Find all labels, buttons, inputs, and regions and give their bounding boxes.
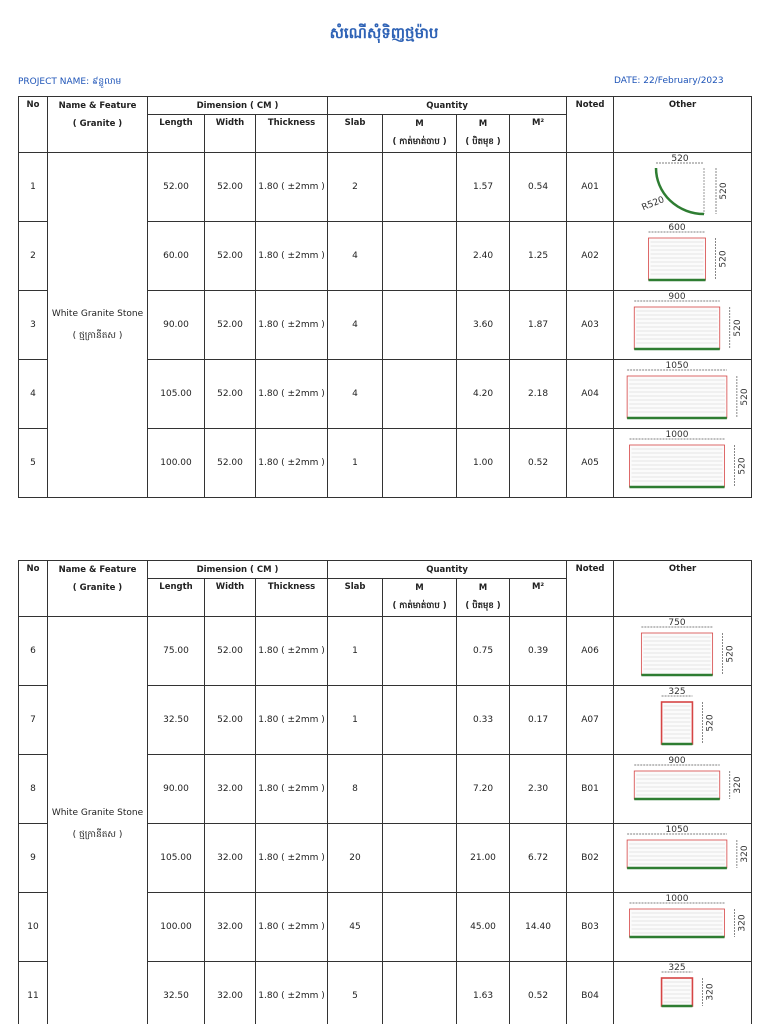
slab-outline — [634, 307, 720, 349]
cell-m-square: 1.25 — [510, 222, 567, 291]
cell-m-cut — [383, 824, 457, 893]
cell-thickness: 1.80 ( ±2mm ) — [256, 222, 328, 291]
cell-other — [614, 686, 752, 755]
cell-length: 32.50 — [148, 686, 205, 755]
cell-m-square: 0.39 — [510, 617, 567, 686]
cell-m-cut — [383, 686, 457, 755]
cell-m-square: 6.72 — [510, 824, 567, 893]
header-quantity: Quantity — [328, 561, 567, 579]
cell-noted: B01 — [567, 755, 614, 824]
cell-no: 2 — [19, 222, 48, 291]
header-no: No — [19, 97, 48, 153]
cell-width: 52.00 — [205, 617, 256, 686]
cell-width: 32.00 — [205, 755, 256, 824]
cell-length: 105.00 — [148, 360, 205, 429]
slab-outline — [661, 702, 692, 744]
header-slab: Slab — [328, 115, 383, 153]
dimension-label: 520 — [732, 319, 743, 337]
header-length: Length — [148, 115, 205, 153]
cell-m-cut — [383, 755, 457, 824]
shape-sketch — [616, 430, 750, 496]
cell-noted: A01 — [567, 153, 614, 222]
cell-length: 60.00 — [148, 222, 205, 291]
slab-outline — [641, 633, 712, 675]
project-name: PROJECT NAME: ៩ន្លូលាម — [18, 77, 122, 87]
dimension-label: 520 — [670, 154, 689, 164]
table-row — [19, 153, 752, 222]
cell-slab: 20 — [328, 824, 383, 893]
cell-no: 4 — [19, 360, 48, 429]
header-width: Width — [205, 115, 256, 153]
dimension-label: 325 — [667, 963, 686, 973]
arc-edge — [656, 168, 704, 214]
cell-length: 52.00 — [148, 153, 205, 222]
dimension-label: 1000 — [665, 894, 689, 904]
cell-other — [614, 824, 752, 893]
header-other: Other — [614, 561, 752, 617]
shape-sketch — [616, 894, 750, 960]
header-m-cut-label: M — [415, 119, 424, 129]
cell-width: 32.00 — [205, 893, 256, 962]
cell-m-face: 1.57 — [457, 153, 510, 222]
shape-sketch — [616, 825, 750, 891]
cell-slab: 45 — [328, 893, 383, 962]
shape-sketch — [616, 618, 750, 684]
header-thickness: Thickness — [256, 579, 328, 617]
cell-thickness: 1.80 ( ±2mm ) — [256, 824, 328, 893]
cell-slab: 4 — [328, 291, 383, 360]
cell-m-face: 45.00 — [457, 893, 510, 962]
cell-slab: 4 — [328, 360, 383, 429]
shape-sketch — [616, 756, 750, 822]
header-m-face — [457, 579, 510, 617]
cell-slab: 1 — [328, 686, 383, 755]
header-m-face-sub: ( បិតមុខ ) — [465, 137, 501, 147]
header-m-face-label: M — [478, 583, 488, 593]
dimension-label: 325 — [667, 687, 686, 697]
cell-no: 1 — [19, 153, 48, 222]
cell-m-square: 0.52 — [510, 429, 567, 498]
cell-m-square: 1.87 — [510, 291, 567, 360]
cell-m-cut — [383, 360, 457, 429]
dimension-label: 320 — [732, 776, 743, 794]
cell-m-cut — [383, 962, 457, 1024]
cell-no: 6 — [19, 617, 48, 686]
cell-length: 100.00 — [148, 429, 205, 498]
cell-thickness: 1.80 ( ±2mm ) — [256, 755, 328, 824]
cell-m-face: 7.20 — [457, 755, 510, 824]
dimension-label: 320 — [737, 914, 748, 932]
cell-thickness: 1.80 ( ±2mm ) — [256, 291, 328, 360]
cell-no: 5 — [19, 429, 48, 498]
dimension-label: 520 — [718, 250, 729, 268]
cell-slab: 8 — [328, 755, 383, 824]
material-name-km: ( ថ្មក្រានីតស ) — [72, 829, 123, 840]
cell-length: 75.00 — [148, 617, 205, 686]
cell-width: 52.00 — [205, 429, 256, 498]
header-name-feature — [48, 97, 148, 153]
cell-width: 52.00 — [205, 222, 256, 291]
header-name-sub: ( Granite ) — [72, 583, 123, 593]
header-name-label: Name & Feature — [58, 101, 137, 111]
cell-other — [614, 222, 752, 291]
header-no: No — [19, 561, 48, 617]
cell-no: 8 — [19, 755, 48, 824]
header-dimension: Dimension ( CM ) — [148, 97, 328, 115]
header-m-square: M² — [510, 579, 567, 617]
dimension-label: 320 — [705, 983, 715, 1001]
cell-thickness: 1.80 ( ±2mm ) — [256, 429, 328, 498]
material-name-km: ( ថ្មក្រានីតស ) — [72, 331, 123, 341]
cell-thickness: 1.80 ( ±2mm ) — [256, 153, 328, 222]
cell-m-face: 4.20 — [457, 360, 510, 429]
cell-m-cut — [383, 429, 457, 498]
cell-no: 3 — [19, 291, 48, 360]
slab-outline — [627, 376, 727, 418]
slab-outline — [629, 445, 724, 487]
dimension-label: 1050 — [665, 361, 689, 371]
cell-width: 52.00 — [205, 360, 256, 429]
slab-outline — [648, 238, 705, 280]
dimension-label: 900 — [667, 292, 686, 302]
cell-m-cut — [383, 617, 457, 686]
cell-no: 7 — [19, 686, 48, 755]
header-m-cut-label: M — [415, 583, 424, 593]
shape-sketch — [616, 292, 750, 358]
document-title: សំណើសុំទិញថ្មម៉ាប — [329, 24, 439, 42]
cell-other — [614, 429, 752, 498]
cell-width: 52.00 — [205, 153, 256, 222]
dimension-label: 600 — [667, 223, 686, 233]
cell-m-cut — [383, 153, 457, 222]
header-other: Other — [614, 97, 752, 153]
dimension-label: 520 — [739, 388, 750, 406]
material-table-1 — [18, 96, 752, 498]
cell-thickness: 1.80 ( ±2mm ) — [256, 893, 328, 962]
cell-m-face: 0.33 — [457, 686, 510, 755]
header-name-sub: ( Granite ) — [72, 119, 123, 129]
cell-m-face: 2.40 — [457, 222, 510, 291]
dimension-label: 520 — [705, 714, 715, 732]
cell-other — [614, 962, 752, 1024]
cell-other — [614, 360, 752, 429]
shape-sketch — [616, 963, 750, 1024]
dimension-label: 750 — [667, 618, 686, 628]
cell-m-square: 2.30 — [510, 755, 567, 824]
shape-sketch — [616, 361, 750, 427]
cell-m-face: 1.63 — [457, 962, 510, 1024]
cell-slab: 1 — [328, 429, 383, 498]
shape-sketch — [616, 154, 750, 220]
cell-noted: A06 — [567, 617, 614, 686]
cell-noted: B02 — [567, 824, 614, 893]
material-table-2 — [18, 560, 752, 1024]
header-quantity: Quantity — [328, 97, 567, 115]
dimension-label: 520 — [737, 457, 748, 475]
cell-width: 32.00 — [205, 824, 256, 893]
cell-m-square: 0.54 — [510, 153, 567, 222]
cell-m-face: 21.00 — [457, 824, 510, 893]
cell-m-face: 0.75 — [457, 617, 510, 686]
cell-length: 90.00 — [148, 755, 205, 824]
cell-length: 100.00 — [148, 893, 205, 962]
header-dimension: Dimension ( CM ) — [148, 561, 328, 579]
cell-noted: A03 — [567, 291, 614, 360]
header-length: Length — [148, 579, 205, 617]
cell-m-cut — [383, 222, 457, 291]
cell-width: 52.00 — [205, 291, 256, 360]
header-m-cut — [383, 115, 457, 153]
dimension-label: 1050 — [665, 825, 689, 835]
cell-material — [48, 153, 148, 498]
cell-slab: 2 — [328, 153, 383, 222]
dimension-label: 320 — [739, 845, 750, 863]
dimension-label: 1000 — [665, 430, 689, 440]
dimension-label: 900 — [667, 756, 686, 766]
cell-noted: A07 — [567, 686, 614, 755]
cell-m-cut — [383, 893, 457, 962]
cell-slab: 1 — [328, 617, 383, 686]
cell-thickness: 1.80 ( ±2mm ) — [256, 962, 328, 1024]
cell-slab: 5 — [328, 962, 383, 1024]
cell-slab: 4 — [328, 222, 383, 291]
header-slab: Slab — [328, 579, 383, 617]
table-row — [19, 617, 752, 686]
cell-thickness: 1.80 ( ±2mm ) — [256, 686, 328, 755]
cell-other — [614, 291, 752, 360]
cell-thickness: 1.80 ( ±2mm ) — [256, 360, 328, 429]
header-noted: Noted — [567, 97, 614, 153]
cell-other — [614, 755, 752, 824]
header-noted: Noted — [567, 561, 614, 617]
header-name-feature — [48, 561, 148, 617]
cell-m-square: 0.52 — [510, 962, 567, 1024]
cell-noted: B03 — [567, 893, 614, 962]
header-m-face-label: M — [478, 119, 488, 129]
cell-m-square: 14.40 — [510, 893, 567, 962]
cell-m-face: 3.60 — [457, 291, 510, 360]
cell-noted: B04 — [567, 962, 614, 1024]
material-name: White Granite Stone — [51, 807, 144, 818]
dimension-label: R520 — [640, 195, 666, 214]
header-m-face-sub: ( បិតមុខ ) — [465, 601, 501, 611]
cell-length: 90.00 — [148, 291, 205, 360]
dimension-label: 520 — [725, 645, 736, 663]
cell-length: 32.50 — [148, 962, 205, 1024]
header-m-square: M² — [510, 115, 567, 153]
cell-width: 32.00 — [205, 962, 256, 1024]
dimension-label: 520 — [718, 182, 729, 200]
header-m-cut-sub: ( កាត់មាត់ចាប ) — [392, 137, 447, 147]
header-width: Width — [205, 579, 256, 617]
cell-noted: A04 — [567, 360, 614, 429]
cell-m-face: 1.00 — [457, 429, 510, 498]
header-m-cut — [383, 579, 457, 617]
shape-sketch — [616, 687, 750, 753]
header-name-label: Name & Feature — [58, 565, 137, 575]
document-date: DATE: 22/February/2023 — [614, 76, 724, 86]
cell-other — [614, 617, 752, 686]
material-name: White Granite Stone — [51, 309, 144, 319]
cell-no: 10 — [19, 893, 48, 962]
cell-no: 11 — [19, 962, 48, 1024]
cell-m-square: 0.17 — [510, 686, 567, 755]
cell-no: 9 — [19, 824, 48, 893]
shape-sketch — [616, 223, 750, 289]
cell-m-cut — [383, 291, 457, 360]
header-m-face — [457, 115, 510, 153]
cell-length: 105.00 — [148, 824, 205, 893]
cell-other — [614, 153, 752, 222]
cell-thickness: 1.80 ( ±2mm ) — [256, 617, 328, 686]
cell-material — [48, 617, 148, 1024]
cell-m-square: 2.18 — [510, 360, 567, 429]
cell-noted: A02 — [567, 222, 614, 291]
cell-width: 52.00 — [205, 686, 256, 755]
header-thickness: Thickness — [256, 115, 328, 153]
header-m-cut-sub: ( កាត់មាត់ចាប ) — [392, 601, 447, 611]
cell-noted: A05 — [567, 429, 614, 498]
cell-other — [614, 893, 752, 962]
